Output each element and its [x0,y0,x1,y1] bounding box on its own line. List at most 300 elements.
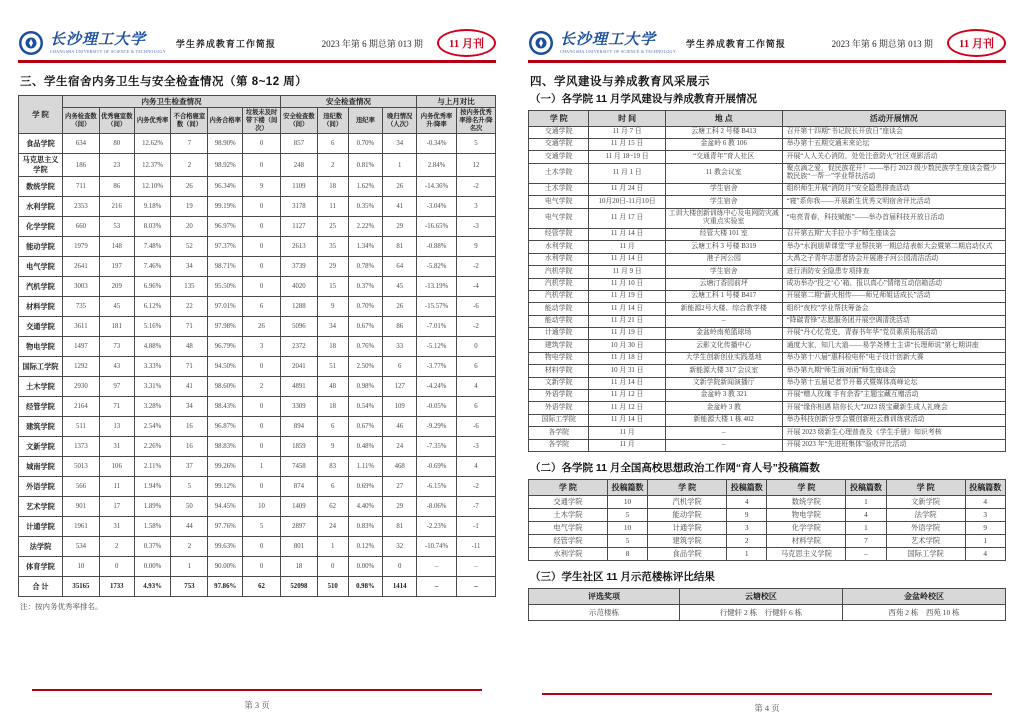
cell: 26 [243,317,281,337]
table-row [19,337,496,357]
table-row [529,365,1006,377]
cell: 水利学院 [529,547,608,560]
cell: 11 月 18 日 [589,352,665,364]
cell: 土木学院 [529,508,608,521]
col-header: 云塘校区 [679,588,842,604]
table-row [529,241,1006,253]
cell: 186 [63,154,100,177]
table-row [529,402,1006,414]
cell: 9 [727,508,767,521]
university-name [560,33,676,54]
cell: 新能源大楼 317 会议室 [665,365,782,377]
cell: -3.77% [417,357,457,377]
community-table [528,588,1006,621]
cell: 1 [383,154,417,177]
cell: 510 [317,577,348,597]
cell: 97 [99,377,134,397]
cell: 11 月 10 日 [589,278,665,290]
cell: 能动学院 [19,237,63,257]
cell: 0.78% [348,257,383,277]
cell: 31 [99,437,134,457]
cell: 食品学院 [19,134,63,154]
cell: 51 [317,357,348,377]
cell: 汽机学院 [19,277,63,297]
month-badge: 11 月刊 [947,29,1006,57]
cell: 46 [383,417,417,437]
cell: 材料学院 [529,365,589,377]
cell: 71 [171,317,208,337]
cell: 11 月 9 日 [589,266,665,278]
cell: -6 [457,417,496,437]
cell: 0.48% [348,437,383,457]
cell: 4 [457,377,496,397]
col-header: 活动开展情况 [782,110,1005,126]
cell: 聚点滴之爱，促民族花开！——举行 2023 级少数民族学生座谈会暨少数民族“一帮一”学业帮扶活动 [782,163,1005,183]
university-name-cn: 长沙理工大学 [560,31,657,48]
cell: 2.26% [134,437,171,457]
cell: 37 [171,457,208,477]
inspection-table [18,95,496,598]
col-header: 违纪数（间） [317,107,348,134]
cell: 41 [171,377,208,397]
cell: 1 [846,521,886,534]
cell: 20 [171,217,208,237]
cell: 4 [965,547,1005,560]
cell: 土木学院 [19,377,63,397]
cell: 71 [99,397,134,417]
col-header: 安全检查数（间） [280,107,317,134]
cell: 经管大楼 101 室 [665,228,782,240]
table-row [19,517,496,537]
col-header: 学 院 [648,479,727,495]
cell: 29 [317,257,348,277]
cell: 经管学院 [529,228,589,240]
cell: 0.67% [348,417,383,437]
cell: 45 [99,297,134,317]
cell: 11 月 15 日 [589,138,665,150]
cell: 数统学院 [767,495,846,508]
cell: 0 [243,154,281,177]
cell: 0.70% [348,297,383,317]
cell: 2.22% [348,217,383,237]
cell: 1373 [63,437,100,457]
cell: 31 [99,517,134,537]
cell: – [665,315,782,327]
cell: 874 [280,477,317,497]
cell: 1859 [280,437,317,457]
cell: 水利学院 [19,197,63,217]
cell: 86 [383,317,417,337]
cell: 135 [171,277,208,297]
cell: 合 计 [19,577,63,597]
cell: 交通学院 [529,126,589,138]
cell: 127 [383,377,417,397]
cell: 52 [171,237,208,257]
cell: 0 [243,237,281,257]
cell: 10 [607,521,647,534]
cell: -3 [457,437,496,457]
cell: 开展“丹心忆党史，青春书年华”党员素质拓展活动 [782,328,1005,340]
cell: 26 [171,177,208,197]
cell: 计通学院 [529,328,589,340]
cell: 11 月 18~19 日 [589,151,665,163]
col-header: 地 点 [665,110,782,126]
cell: -11 [457,537,496,557]
cell: 外语学院 [886,521,965,534]
cell: “寝”系你我——开展新生优秀文明宿舍评比活动 [782,196,1005,208]
cell: 11 月 19 日 [589,328,665,340]
cell: 开展“人人关心消防，处处注意防火”社区观影活动 [782,151,1005,163]
cell: -3.04% [417,197,457,217]
cell: 11 月 [589,241,665,253]
cell: 云塘工科 1 号楼 B417 [665,290,782,302]
cell: 96.79% [208,337,243,357]
cell: 3739 [280,257,317,277]
cell: 电气学院 [529,208,589,228]
cell: 经管学院 [529,534,608,547]
cell: – [846,547,886,560]
cell: 11 月 14 日 [589,303,665,315]
cell: 文新学院新闻演播厅 [665,377,782,389]
cell: -9.29% [417,417,457,437]
cell: -16.65% [417,217,457,237]
col-header: 不合格寝室数（间） [171,107,208,134]
cell: 3 [457,197,496,217]
cell: 国际工学院 [19,357,63,377]
col-header: 投稿篇数 [727,479,767,495]
cell: 组织师生开展“消防月”安全隐患排查活动 [782,183,1005,195]
table-row [19,577,496,597]
cell: 1.58% [134,517,171,537]
cell: 2353 [63,197,100,217]
cell: 96.97% [208,217,243,237]
table-row [19,477,496,497]
cell: 新能源2号大楼、综合教学楼 [665,303,782,315]
cell: 开展“赠人玫瑰 手有余香”主题宝藏互赠活动 [782,390,1005,402]
cell: 物电学院 [19,337,63,357]
cell: 新能源大楼 1 栋 402 [665,414,782,426]
cell: 7458 [280,457,317,477]
cell: 1109 [280,177,317,197]
cell: -6 [457,297,496,317]
cell: 81 [383,237,417,257]
cell: 外语学院 [19,477,63,497]
cell: 11 月 19 日 [589,290,665,302]
cell: -2 [457,317,496,337]
cell: 97.98% [208,317,243,337]
cell: 3003 [63,277,100,297]
cell: 24 [317,517,348,537]
cell: 9 [243,177,281,197]
cell: 22 [171,297,208,317]
cell: 体育学院 [19,557,63,577]
cell: 法学院 [886,508,965,521]
table-row [529,290,1006,302]
table-row [19,397,496,417]
cell: 文新学院 [529,377,589,389]
table-row [19,537,496,557]
cell: 2164 [63,397,100,417]
cell: 0.69% [348,477,383,497]
cell: 2930 [63,377,100,397]
activity-table-head [529,110,1006,126]
cell: 化学学院 [767,521,846,534]
cell: 3 [965,508,1005,521]
cell: 国际工学院 [886,547,965,560]
table-row [529,352,1006,364]
cell: 外语学院 [529,390,589,402]
cell: 26 [383,177,417,197]
cell: 11 月 12 日 [589,402,665,414]
cell: 94.45% [208,497,243,517]
cell: 金盆岭 3 教 [665,402,782,414]
cell: 举办第十五届记者节开幕式暨媒体高峰论坛 [782,377,1005,389]
cell: 0.54% [348,397,383,417]
cell: 12.62% [134,134,171,154]
cell: 4891 [280,377,317,397]
cell: 97.37% [208,237,243,257]
cell: -14.36% [417,177,457,197]
cell: -13.19% [417,277,457,297]
cell: 19 [171,197,208,217]
cell: -4 [457,277,496,297]
cell: 80 [99,134,134,154]
cell: 98.43% [208,397,243,417]
cell: 经管学院 [19,397,63,417]
col-header: 时 间 [589,110,665,126]
cell: 材料学院 [19,297,63,317]
col-college: 学 院 [19,95,63,134]
cell: 计通学院 [648,521,727,534]
page-number: 第 4 页 [754,703,780,713]
cell: 16 [171,437,208,457]
cell: 0 [243,134,281,154]
community-table-body [529,604,1006,620]
group-hygiene: 内务卫生检查情况 [63,95,281,107]
table-row [529,340,1006,352]
cell: 11 [99,477,134,497]
table-row [529,508,1006,521]
cell: 1.94% [134,477,171,497]
cell: 外语学院 [529,402,589,414]
cell: 8.03% [134,217,171,237]
cell: 10 [607,495,647,508]
cell: 举办第十八届“惠科检电杯”电子设计创新大赛 [782,352,1005,364]
cell: 1 [243,457,281,477]
cell: 0 [383,557,417,577]
cell: 1 [846,495,886,508]
footer-rule [542,693,992,695]
cell: 0.98% [348,577,383,597]
col-header: 垃圾未及时带下楼（间次） [243,107,281,134]
cell: 艺术学院 [19,497,63,517]
cell: 4 [727,495,767,508]
cell: 开展第二期“薪火相传——师兄师姐话成长”活动 [782,290,1005,302]
cell: 0 [243,197,281,217]
cell: 化学学院 [19,217,63,237]
col-header: 投稿篇数 [965,479,1005,495]
cell: 金盆岭 3 教 321 [665,390,782,402]
cell: -2 [457,477,496,497]
cell: 建筑学院 [19,417,63,437]
table-row [529,495,1006,508]
cell: 4.40% [348,497,383,517]
col-header: 内务优秀率 [134,107,171,134]
cell: 33 [383,337,417,357]
cell: 7 [846,534,886,547]
cell: 34 [383,134,417,154]
table-row [529,328,1006,340]
cell: 81 [383,517,417,537]
cell: 11 教会议室 [665,163,782,183]
cell: – [457,557,496,577]
cell: 0 [243,537,281,557]
cell: 634 [63,134,100,154]
cell: 文新学院 [886,495,965,508]
table-row [529,278,1006,290]
cell: – [457,577,496,597]
cell: 29 [383,497,417,517]
cell: 23 [99,154,134,177]
cell: 交通学院 [529,151,589,163]
cell: -7.01% [417,317,457,337]
cell: -0.69% [417,457,457,477]
cell: 0 [243,437,281,457]
table-row [529,228,1006,240]
cell: 99.12% [208,477,243,497]
cell: 50 [171,497,208,517]
cell: 云塘工科 3 号楼 B319 [665,241,782,253]
cell: 汽机学院 [529,278,589,290]
col-header: 内务检查数（间） [63,107,100,134]
cell: 0.98% [348,377,383,397]
bulletin-title: 学生养成教育工作简报 [175,38,276,49]
table-row [19,457,496,477]
table-row [529,604,1006,620]
cell: 9.18% [134,197,171,217]
cell: 18 [317,337,348,357]
cell: 97.01% [208,297,243,317]
cell: 216 [99,197,134,217]
cell: 41 [383,197,417,217]
cell: 行健轩 2 栋 行健轩 6 栋 [679,604,842,620]
cell: 召开第十四期“书记院长开放日”座谈会 [782,126,1005,138]
cell: 12.10% [134,177,171,197]
cell: 0.83% [348,517,383,537]
cell: 示范楼栋 [529,604,680,620]
cell: 1 [171,557,208,577]
cell: 建筑学院 [529,340,589,352]
cell: 0 [243,357,281,377]
cell: 0 [317,557,348,577]
cell: 894 [280,417,317,437]
table-row [529,126,1006,138]
cell: 27 [383,477,417,497]
cell: 开展 2023 级新生心理普查及《学生手册》知识考核 [782,427,1005,439]
cell: 通度大家，知几大道——易学尧博士主讲“长理师说”第七期讲座 [782,340,1005,352]
activity-table [528,110,1006,452]
cell: 6.12% [134,297,171,317]
col-header: 学 院 [529,110,589,126]
cell: 城南学院 [19,457,63,477]
cell: 15 [317,277,348,297]
cell: 文新学院 [19,437,63,457]
cell: 6 [317,417,348,437]
cell: 5 [457,134,496,154]
cell: 物电学院 [767,508,846,521]
table-row [19,557,496,577]
cell: 云影文化传播中心 [665,340,782,352]
cell: -2.23% [417,517,457,537]
cell: 建筑学院 [648,534,727,547]
cell: 35 [317,237,348,257]
cell: 5013 [63,457,100,477]
cell: 7.46% [134,257,171,277]
cell: -7 [457,497,496,517]
cell: 148 [99,237,134,257]
cell: -2 [457,177,496,197]
cell: 735 [63,297,100,317]
cell: 1127 [280,217,317,237]
table-row [529,208,1006,228]
group-compare: 与上月对比 [417,95,496,107]
col-header: 学 院 [767,479,846,495]
cell: 云塘工科 2 号楼 B413 [665,126,782,138]
cell: 国际工学院 [529,414,589,426]
cell: 13 [99,417,134,437]
cell: – [665,439,782,451]
cell: 组织“夜校”学业帮扶筹备会 [782,303,1005,315]
cell: 6 [457,357,496,377]
table-row [529,183,1006,195]
cell: 2.54% [134,417,171,437]
cell: 3 [243,337,281,357]
cell: 水利学院 [529,253,589,265]
cell: 17 [99,497,134,517]
cell: 10月20日-11月10日 [589,196,665,208]
cell: 1961 [63,517,100,537]
cell: 电气学院 [529,521,608,534]
cell: 0 [243,397,281,417]
cell: 4.93% [134,577,171,597]
table-row [529,547,1006,560]
cell: 各学院 [529,439,589,451]
issue-number: 2023 年第 6 期总第 013 期 [831,38,933,49]
cell: 食品学院 [648,547,727,560]
cell: 西苑 2 栋 西苑 10 栋 [842,604,1005,620]
cell: 5.16% [134,317,171,337]
cell: 开展 2023 年“先进班集体”验收评比活动 [782,439,1005,451]
cell: 11 月 17 日 [589,208,665,228]
cell: -0.05% [417,397,457,417]
cell: 2.84% [417,154,457,177]
university-logo [528,30,554,56]
cell: 2613 [280,237,317,257]
cell: 71 [171,357,208,377]
cell: 电气学院 [19,257,63,277]
cell: 43 [99,357,134,377]
cell: 0.12% [348,537,383,557]
cell: 11 月 14 日 [589,228,665,240]
cell: 马克思主义学院 [19,154,63,177]
cell: 98.60% [208,377,243,397]
cell: 1288 [280,297,317,317]
cell: 3.31% [134,377,171,397]
cell: -5.12% [417,337,457,357]
cell: 0.70% [348,134,383,154]
table-row [19,257,496,277]
cell: 24 [383,437,417,457]
